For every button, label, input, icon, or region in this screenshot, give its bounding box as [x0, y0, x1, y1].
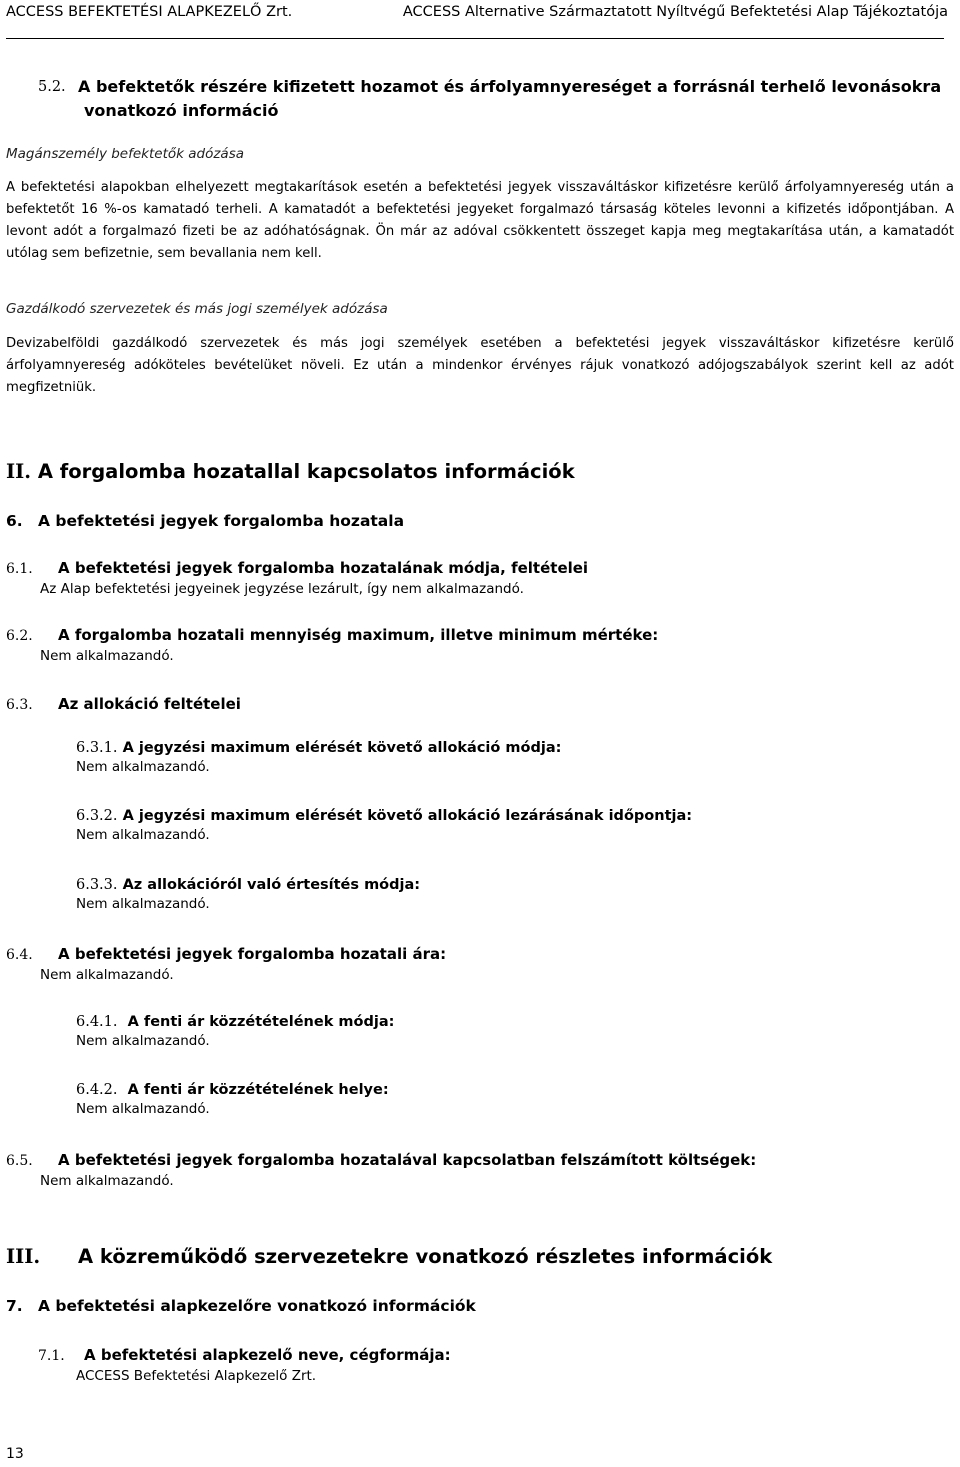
section-number: 6.3.3.	[76, 877, 118, 893]
paragraph-sentence: A befektetési alapokban elhelyezett megtakarítások esetén a befektetési jegyek visszaváltáskor kifizetésre kerülő árfolyamnyereség után a befektetőt 16 %-os kamatadó terheli.	[6, 180, 954, 217]
section-number: 6.1.	[6, 561, 33, 577]
paragraph-sentence: Ez után a mindenkor érvényes rájuk vonatkozó adójogszabályok szerint kell az adót megfizetniük.	[6, 358, 954, 395]
section-title: A befektetési jegyek forgalomba hozatalával kapcsolatban felszámított költségek:	[58, 1151, 757, 1169]
section-text: Nem alkalmazandó.	[40, 648, 174, 664]
section-6-1	[6, 559, 954, 597]
section-number: 6.3.2.	[76, 808, 118, 824]
section-title-line2: vonatkozó információ	[84, 101, 279, 120]
part-number: II.	[6, 460, 32, 483]
section-number: 6.3.1.	[76, 740, 118, 756]
section-title: A jegyzési maximum elérését követő allokáció módja:	[122, 740, 562, 756]
section-title: A forgalomba hozatali mennyiség maximum, illetve minimum mértéke:	[58, 626, 659, 644]
section-text: Nem alkalmazandó.	[76, 896, 210, 912]
section-6-4-2	[76, 1082, 946, 1117]
page-number: 13	[6, 1446, 24, 1462]
part-ii-heading	[6, 460, 954, 483]
section-6-2	[6, 626, 954, 664]
header-left: ACCESS BEFEKTETÉSI ALAPKEZELŐ Zrt.	[6, 4, 293, 20]
section-title: Az allokáció feltételei	[58, 695, 241, 713]
section-7-1	[38, 1346, 938, 1384]
section-text: Nem alkalmazandó.	[40, 1173, 174, 1189]
private-tax-heading: Magánszemély befektetők adózása	[6, 146, 245, 162]
section-number: 6.4.	[6, 947, 33, 963]
corporate-tax-paragraph	[6, 333, 954, 399]
section-number: 6.2.	[6, 628, 33, 644]
header-right: ACCESS Alternative Származtatott Nyíltvégű Befektetési Alap Tájékoztatója	[402, 4, 948, 20]
section-title: A befektetési jegyek forgalomba hozatala	[38, 512, 405, 530]
section-6-3-2	[76, 808, 946, 843]
section-6-4	[6, 945, 954, 983]
section-title: A fenti ár közzétételének módja:	[127, 1014, 395, 1030]
section-6-3-1	[76, 740, 946, 775]
paragraph-sentence: Devizabelföldi gazdálkodó szervezetek és más jogi személyek esetében a befektetési jegyek visszaváltáskor kifizetésre kerülő árfolyamnyereség adóköteles bevételüket növeli.	[6, 336, 954, 373]
section-text: Nem alkalmazandó.	[76, 759, 210, 775]
section-number: 6.	[6, 512, 23, 530]
section-6-heading	[6, 512, 954, 530]
section-title: A befektetési alapkezelőre vonatkozó információk	[38, 1297, 476, 1315]
section-title: A fenti ár közzétételének helye:	[127, 1082, 389, 1098]
section-title: A befektetők részére kifizetett hozamot és árfolyamnyereséget a forrásnál terhelő levonásokra	[78, 77, 942, 96]
section-6-5	[6, 1151, 954, 1189]
paragraph-sentence: Ön már az adóval csökkentett összeget kapja meg megtakarítása után, a kamatadót utólag sem befizetnie, sem bevallania nem kell.	[6, 224, 954, 261]
part-iii-heading	[6, 1245, 954, 1268]
section-6-4-1	[76, 1014, 946, 1049]
section-text: Az Alap befektetési jegyeinek jegyzése lezárult, így nem alkalmazandó.	[40, 581, 524, 597]
section-number: 6.4.1.	[76, 1014, 118, 1030]
section-title: A jegyzési maximum elérését követő allokáció lezárásának időpontja:	[122, 808, 693, 824]
part-title: A forgalomba hozatallal kapcsolatos információk	[37, 460, 575, 483]
section-number: 6.5.	[6, 1153, 33, 1169]
section-title: A befektetési jegyek forgalomba hozatalának módja, feltételei	[58, 559, 589, 577]
corporate-tax-heading: Gazdálkodó szervezetek és más jogi személyek adózása	[6, 301, 388, 317]
part-title: A közreműködő szervezetekre vonatkozó részletes információk	[78, 1245, 773, 1268]
header-rule	[6, 38, 944, 39]
section-text: Nem alkalmazandó.	[76, 1101, 210, 1117]
section-number: 6.4.2.	[76, 1082, 118, 1098]
section-text: ACCESS Befektetési Alapkezelő Zrt.	[76, 1368, 317, 1384]
section-7-heading	[6, 1297, 954, 1315]
section-6-3-3	[76, 877, 946, 912]
section-text: Nem alkalmazandó.	[76, 827, 210, 843]
section-number: 5.2.	[38, 79, 66, 95]
private-tax-paragraph	[6, 177, 954, 265]
section-number: 6.3.	[6, 697, 33, 713]
section-title: A befektetési alapkezelő neve, cégformája:	[84, 1346, 451, 1364]
section-number: 7.1.	[38, 1348, 65, 1364]
paragraph-sentence: A kamatadót a befektetési jegyeket forgalmazó társaság köteles levonni a kifizetés időpontjában. A levont adót a forgalmazó fizeti be az adóhatóságnak.	[6, 202, 954, 239]
section-6-3	[6, 695, 954, 713]
section-number: 7.	[6, 1297, 23, 1315]
part-number: III.	[6, 1245, 41, 1268]
section-title: Az allokációról való értesítés módja:	[122, 877, 421, 893]
section-text: Nem alkalmazandó.	[40, 967, 174, 983]
section-title: A befektetési jegyek forgalomba hozatali ára:	[58, 945, 447, 963]
section-text: Nem alkalmazandó.	[76, 1033, 210, 1049]
section-5-2-heading	[6, 75, 954, 123]
